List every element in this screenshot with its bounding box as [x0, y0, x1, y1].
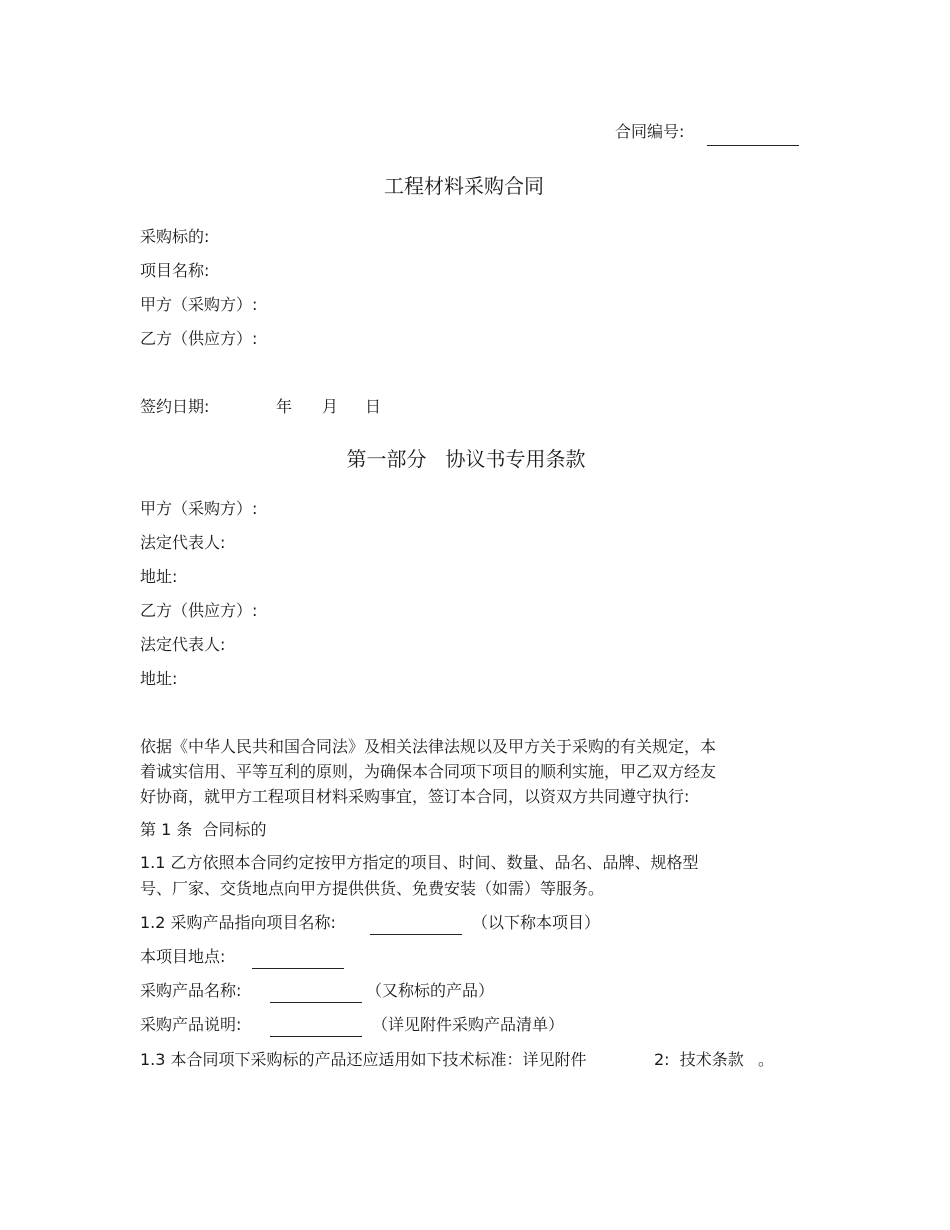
contract-number-label: 合同编号: — [615, 122, 685, 141]
party-a-address-label: 地址: — [140, 567, 178, 586]
clause-1-2-label: 1.2 采购产品指向项目名称: — [140, 913, 336, 932]
clause-1-3-ref: 2: 技术条款 — [654, 1050, 744, 1069]
product-desc-suffix: （详见附件采购产品清单） — [372, 1015, 565, 1034]
party-a-rep-label: 法定代表人: — [140, 533, 226, 552]
product-desc-blank[interactable] — [270, 1019, 362, 1037]
party-a-label: 甲方（采购方）: — [140, 295, 258, 314]
party-b-address-label: 地址: — [140, 669, 178, 688]
clause-1-3-text: 1.3 本合同项下采购标的产品还应适用如下技术标准：详见附件 — [140, 1050, 587, 1069]
clause-1-2-suffix: （以下称本项目） — [472, 913, 601, 932]
sign-date-day: 日 — [365, 397, 382, 416]
party-b-label: 乙方（供应方）: — [140, 329, 258, 348]
preamble-line-2: 着诚实信用、平等互利的原则，为确保本合同项下项目的顺利实施，甲乙双方经友 — [140, 762, 717, 781]
product-name-blank[interactable] — [270, 985, 362, 1003]
project-location-blank[interactable] — [252, 951, 344, 969]
section-title: 第一部分 协议书专用条款 — [346, 447, 586, 471]
product-name-suffix: （又称标的产品） — [366, 981, 495, 1000]
party-b-label-2: 乙方（供应方）: — [140, 601, 258, 620]
project-name-label: 项目名称: — [140, 261, 210, 280]
project-location-label: 本项目地点: — [140, 947, 226, 966]
party-a-label-2: 甲方（采购方）: — [140, 499, 258, 518]
article-1-heading: 第 1 条 合同标的 — [140, 820, 267, 839]
product-name-label: 采购产品名称: — [140, 981, 242, 1000]
sign-date-year: 年 — [276, 397, 293, 416]
clause-1-3-end: 。 — [758, 1050, 775, 1069]
subject-label: 采购标的: — [140, 227, 210, 246]
sign-date-month: 月 — [322, 397, 339, 416]
clause-1-1-line-2: 号、厂家、交货地点向甲方提供供货、免费安装（如需）等服务。 — [140, 879, 605, 898]
preamble-line-3: 好协商，就甲方工程项目材料采购事宜，签订本合同，以资双方共同遵守执行: — [140, 787, 690, 806]
document-title: 工程材料采购合同 — [384, 174, 544, 198]
party-b-rep-label: 法定代表人: — [140, 635, 226, 654]
product-desc-label: 采购产品说明: — [140, 1015, 242, 1034]
sign-date-label: 签约日期: — [140, 397, 210, 416]
clause-1-1-line-1: 1.1 乙方依照本合同约定按甲方指定的项目、时间、数量、品名、品牌、规格型 — [140, 853, 699, 872]
preamble-line-1: 依据《中华人民共和国合同法》及相关法律法规以及甲方关于采购的有关规定，本 — [140, 737, 717, 756]
contract-number-blank[interactable] — [707, 128, 799, 146]
project-name-blank[interactable] — [370, 917, 462, 935]
